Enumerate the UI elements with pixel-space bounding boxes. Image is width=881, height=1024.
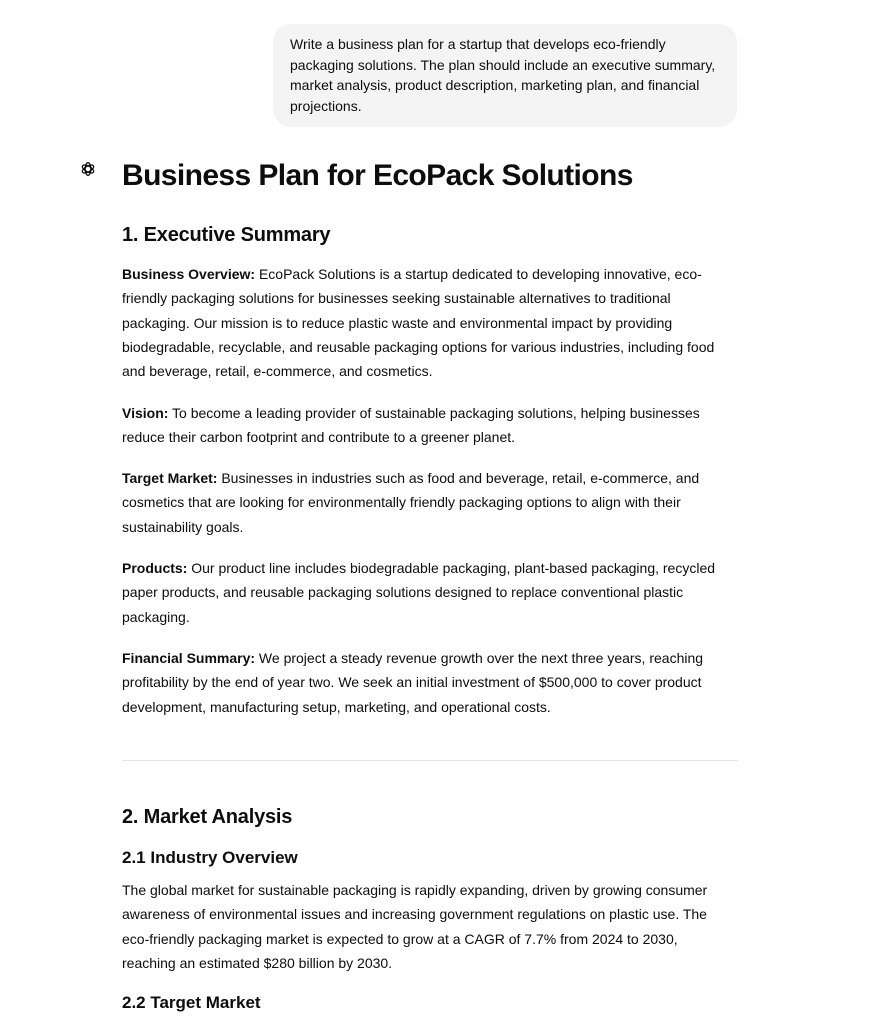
- section-divider: [122, 760, 738, 761]
- user-message-text: Write a business plan for a startup that develops eco-friendly packaging solutions. The plan should include an executive summary, market analysis, product description, marketing plan, and financial projections.: [290, 36, 716, 115]
- paragraph-financial-summary: [122, 646, 728, 719]
- subsection-heading-industry-overview: 2.1 Industry Overview: [122, 848, 298, 867]
- text-target-market: Businesses in industries such as food and beverage, retail, e-commerce, and cosmetics that are looking for environmentally friendly packaging options to align with their sustainability goals.: [122, 470, 700, 535]
- subsection-heading-target-market: 2.2 Target Market: [122, 993, 261, 1012]
- page-title: Business Plan for EcoPack Solutions: [122, 159, 633, 192]
- section-heading-executive-summary: 1. Executive Summary: [122, 224, 331, 246]
- text-business-overview: EcoPack Solutions is a startup dedicated to developing innovative, eco-friendly packaging solutions for businesses seeking sustainable alternatives to traditional packaging. Our mission is to reduce plastic waste and environmental impact by providing biodegradable, recyclable, and reusable packaging options for various industries, including food and beverage, retail, e-commerce, and cosmetics.: [122, 266, 715, 380]
- label-target-market: Target Market:: [122, 470, 218, 486]
- text-products: Our product line includes biodegradable packaging, plant-based packaging, recycled paper products, and reusable packaging solutions designed to replace conventional plastic packaging.: [122, 560, 716, 625]
- paragraph-products: [122, 556, 728, 629]
- paragraph-target-market: [122, 466, 728, 539]
- paragraph-vision: [122, 401, 728, 450]
- text-financial-summary: We project a steady revenue growth over the next three years, reaching profitability by the end of year two. We seek an initial investment of $500,000 to cover product development, manufacturing setup, marketing, and operational costs.: [122, 650, 704, 715]
- text-vision: To become a leading provider of sustainable packaging solutions, helping businesses reduce their carbon footprint and contribute to a greener planet.: [122, 405, 700, 446]
- paragraph-industry-overview: The global market for sustainable packaging is rapidly expanding, driven by growing consumer awareness of environmental issues and increasing government regulations on plastic use. The eco-friendly packaging market is expected to grow at a CAGR of 7.7% from 2024 to 2030, reaching an estimated $280 billion by 2030.: [122, 882, 708, 971]
- label-products: Products:: [122, 560, 188, 576]
- openai-logo-icon: [76, 157, 100, 181]
- paragraph-business-overview: [122, 262, 728, 383]
- section-heading-market-analysis: 2. Market Analysis: [122, 806, 293, 828]
- label-business-overview: Business Overview:: [122, 266, 256, 282]
- label-vision: Vision:: [122, 405, 169, 421]
- label-financial-summary: Financial Summary:: [122, 650, 256, 666]
- user-message-bubble: [273, 24, 737, 127]
